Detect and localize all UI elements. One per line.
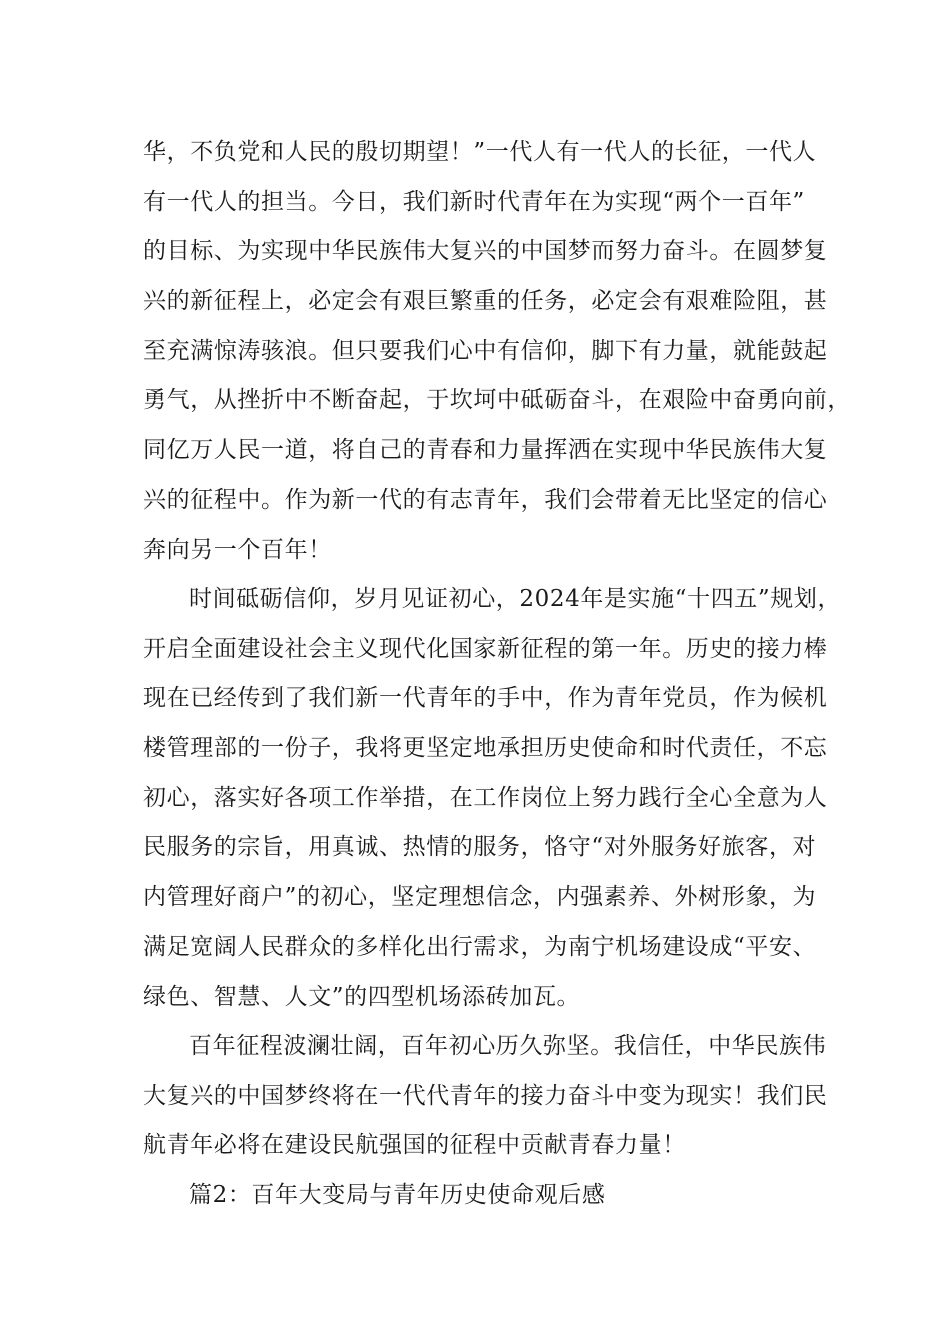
paragraph-line: 大复兴的中国梦终将在一代代青年的接力奋斗中变为现实！我们民 <box>143 1082 828 1109</box>
paragraph-2 <box>143 575 842 1022</box>
paragraph-line: 满足宽阔人民群众的多样化出行需求，为南宁机场建设成“平安、 <box>143 933 817 960</box>
paragraph-line: 有一代人的担当。今日，我们新时代青年在为实现“两个一百年” <box>143 188 805 215</box>
paragraph-3 <box>143 1022 828 1171</box>
paragraph-line: 的目标、为实现中华民族伟大复兴的中国梦而努力奋斗。在圆梦复 <box>143 238 828 265</box>
paragraph-line: 时间砥砺信仰，岁月见证初心，2024年是实施“十四五”规划， <box>189 586 842 612</box>
paragraph-line: 兴的征程中。作为新一代的有志青年，我们会带着无比坚定的信心 <box>143 486 828 513</box>
paragraph-line: 绿色、智慧、人文”的四型机场添砖加瓦。 <box>143 983 581 1010</box>
paragraph-line: 勇气，从挫折中不断奋起，于坎坷中砥砺奋斗，在艰险中奋勇向前， <box>143 387 851 414</box>
paragraph-line: 同亿万人民一道，将自己的青春和力量挥洒在实现中华民族伟大复 <box>143 437 828 464</box>
paragraph-line: 华，不负党和人民的殷切期望！”一代人有一代人的长征，一代人 <box>143 139 817 165</box>
paragraph-line: 奔向另一个百年！ <box>143 536 332 563</box>
paragraph-1 <box>143 128 851 575</box>
section-heading-text: 篇2：百年大变局与青年历史使命观后感 <box>189 1182 606 1208</box>
paragraph-line: 航青年必将在建设民航强国的征程中贡献青春力量！ <box>143 1132 686 1159</box>
section-heading <box>143 1171 803 1221</box>
paragraph-line: 至充满惊涛骇浪。但只要我们心中有信仰，脚下有力量，就能鼓起 <box>143 337 828 364</box>
paragraph-line: 初心，落实好各项工作举措，在工作岗位上努力践行全心全意为人 <box>143 784 828 811</box>
paragraph-line: 百年征程波澜壮阔，百年初心历久弥坚。我信任，中华民族伟 <box>189 1033 827 1059</box>
paragraph-line: 内管理好商户”的初心，坚定理想信念，内强素养、外树形象，为 <box>143 884 817 911</box>
paragraph-line: 开启全面建设社会主义现代化国家新征程的第一年。历史的接力棒 <box>143 635 828 662</box>
paragraph-line: 兴的新征程上，必定会有艰巨繁重的任务，必定会有艰难险阻，甚 <box>143 288 828 315</box>
paragraph-line: 民服务的宗旨，用真诚、热情的服务，恪守“对外服务好旅客，对 <box>143 834 817 861</box>
paragraph-line: 现在已经传到了我们新一代青年的手中，作为青年党员，作为候机 <box>143 685 828 712</box>
paragraph-line: 楼管理部的一份子，我将更坚定地承担历史使命和时代责任，不忘 <box>143 735 828 762</box>
